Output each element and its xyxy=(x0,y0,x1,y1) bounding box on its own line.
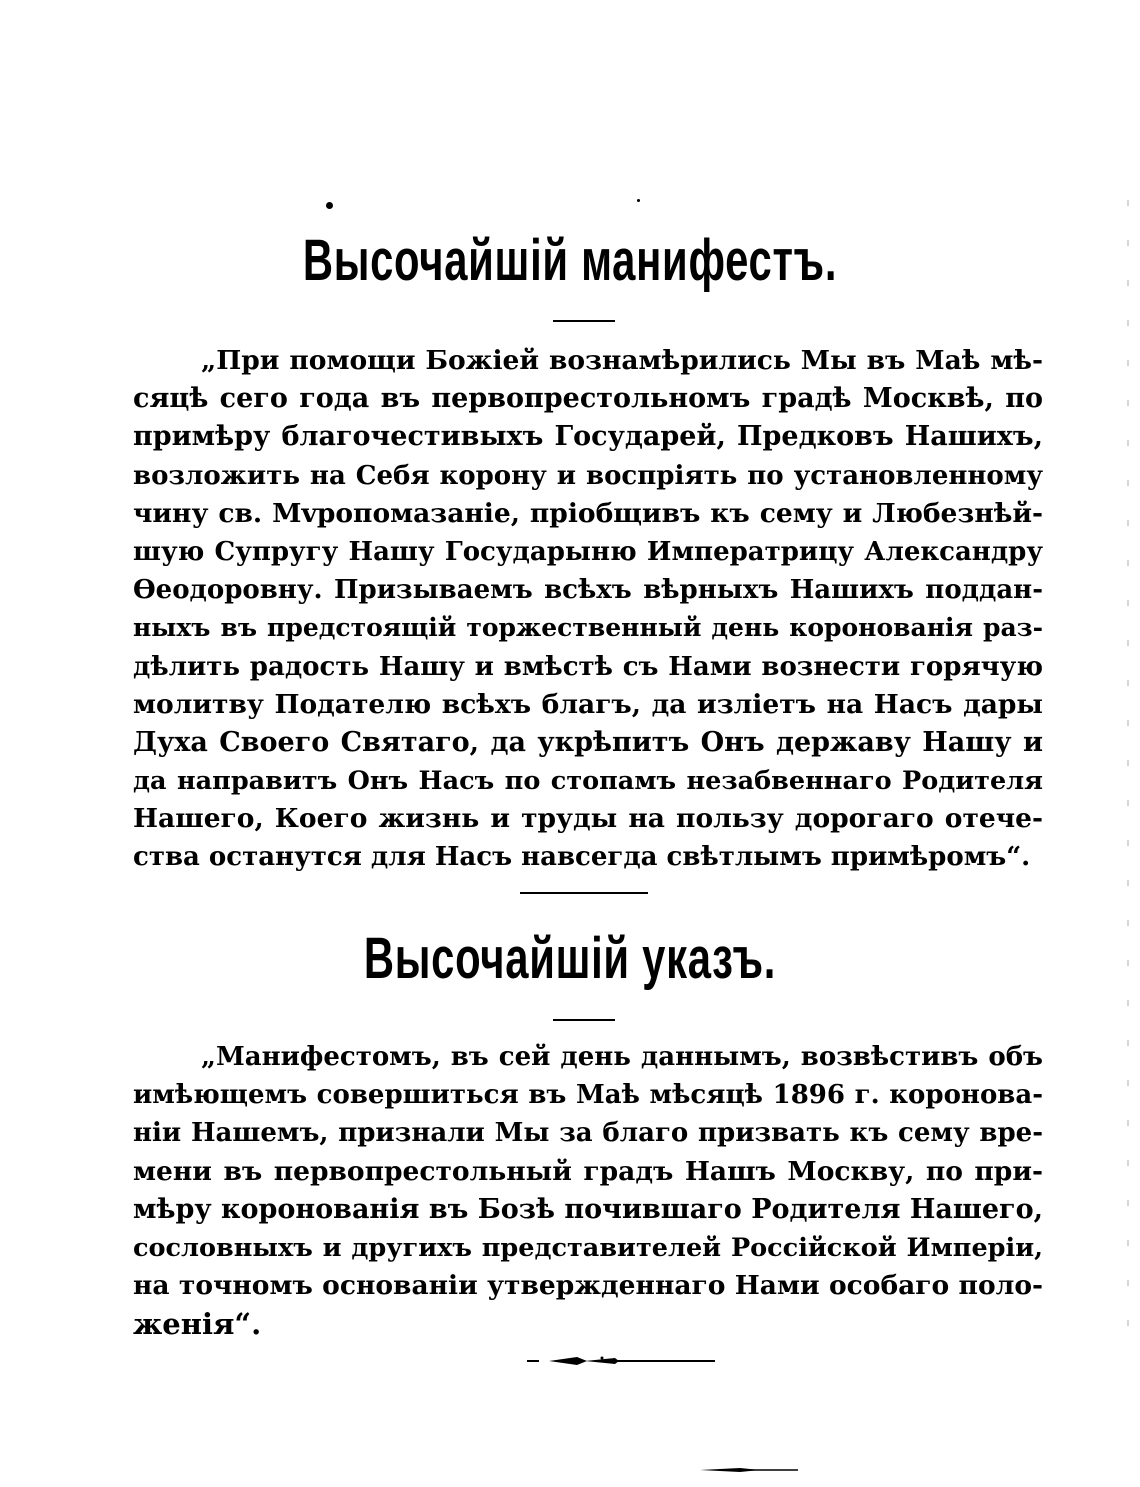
manifesto-line: шую Супругу Нашу Государыню Императрицу Александру xyxy=(133,536,1043,567)
manifesto-line: ства останутся для Насъ навсегда свѣтлымъ примѣромъ“. xyxy=(133,842,1031,873)
manifesto-line: чину св. Мvропомазаніе, пріобщивъ къ сему и Любезнѣй- xyxy=(133,497,1043,529)
title-underline xyxy=(553,320,615,322)
manifesto-line: Нашего, Коего жизнь и труды на пользу дорогаго отече- xyxy=(133,803,1043,835)
decree-line: „Манифестомъ, въ сей день даннымъ, возвѣстивъ объ xyxy=(201,1042,1043,1072)
manifesto-line: Духа Своего Святаго, да укрѣпитъ Онъ державу Нашу и xyxy=(133,726,1043,758)
decree-text xyxy=(133,1038,1043,1344)
decree-line: сословныхъ и другихъ представителей Россійской Имперіи, xyxy=(133,1232,1043,1263)
manifesto-line: Ѳеодоровну. Призываемъ всѣхъ вѣрныхъ Нашихъ поддан- xyxy=(133,575,1043,606)
manifesto-line: да направитъ Онъ Насъ по стопамъ незабвеннаго Родителя xyxy=(133,766,1043,797)
print-speck xyxy=(326,202,333,209)
manifesto-line: „При помощи Божіей вознамѣрились Мы въ Маѣ мѣ- xyxy=(201,345,1043,376)
manifesto-line: дѣлить радость Нашу и вмѣстѣ съ Нами вознести горячую xyxy=(133,651,1043,682)
title-underline xyxy=(553,1019,615,1021)
manifesto-line: молитву Подателю всѣхъ благъ, да изліетъ на Насъ дары xyxy=(133,688,1043,720)
decree-line: ніи Нашемъ, признали Мы за благо призвать къ сему вре- xyxy=(133,1118,1043,1149)
bottom-ornament xyxy=(700,1465,800,1473)
decree-title: Высочайшій указъ. xyxy=(363,926,777,991)
decree-line: на точномъ основаніи утвержденнаго Нами особаго поло- xyxy=(133,1270,1043,1302)
manifesto-line: примѣру благочестивыхъ Государей, Предковъ Нашихъ, xyxy=(133,421,1043,453)
closing-ornament xyxy=(527,1355,717,1367)
manifesto-line: ныхъ въ предстоящій торжественный день коронованія раз- xyxy=(133,613,1043,643)
print-speck xyxy=(637,199,640,202)
decree-line: мѣру коронованія въ Бозѣ почившаго Родителя Нашего, xyxy=(133,1193,1043,1225)
section-divider xyxy=(520,892,648,894)
decree-line: женія“. xyxy=(133,1307,262,1342)
decree-line: мени въ первопрестольный градъ Нашъ Москву, по при- xyxy=(133,1155,1043,1187)
manifesto-text xyxy=(133,342,1043,877)
manifesto-line: сяцѣ сего года въ первопрестольномъ градѣ Москвѣ, по xyxy=(133,383,1043,415)
scan-edge-mark xyxy=(1127,200,1129,1350)
decree-line: имѣющемъ совершиться въ Маѣ мѣсяцѣ 1896 г. коронова- xyxy=(133,1080,1043,1111)
manifesto-title: Высочайшій манифестъ. xyxy=(302,228,838,293)
manifesto-line: возложить на Себя корону и воспріять по установленному xyxy=(133,460,1043,491)
